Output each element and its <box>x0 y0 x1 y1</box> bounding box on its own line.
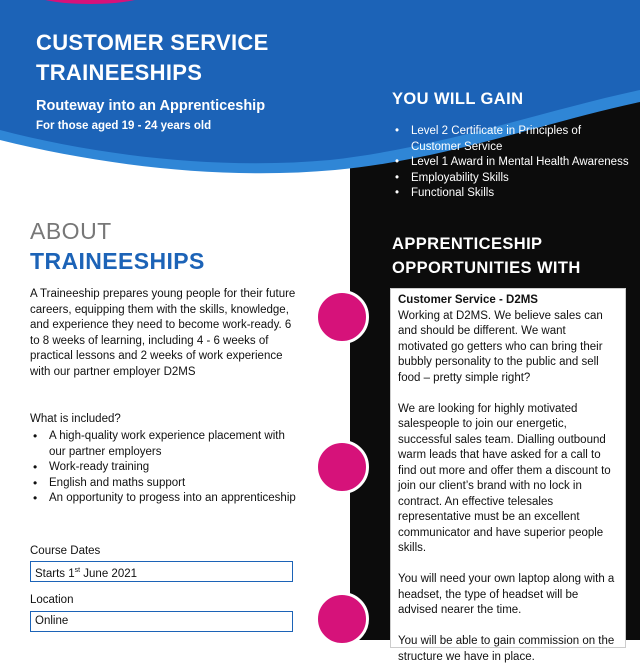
gain-list <box>393 124 633 202</box>
intro-paragraph: A Traineeship prepares young people for their future careers, equipping them with the skills, knowledge, and experience they need to become work-ready. 6 to 8 weeks of learning, including 4 - 6 weeks of practical lessons and 2 weeks of work experience with our partner employer D2MS <box>30 288 296 378</box>
list-item: • English and maths support <box>30 476 302 492</box>
about-heading: ABOUT <box>30 218 112 244</box>
job-paragraph: Working at D2MS. We believe sales can and should be different. We want motivated go getters who can bring their bubbly personality to the public and sell food – pretty simple right? <box>398 309 603 384</box>
magenta-circle-decoration <box>315 592 369 646</box>
list-item: • An opportunity to progess into an apprenticeship <box>30 491 302 507</box>
magenta-circle-decoration <box>315 290 369 344</box>
course-dates-suffix: June 2021 <box>80 567 138 580</box>
job-description-box <box>390 288 626 663</box>
list-item: • A high-quality work experience placement with our partner employers <box>30 429 302 460</box>
course-dates-prefix: Starts 1 <box>35 567 75 580</box>
apprenticeship-heading: APPRENTICESHIP OPPORTUNITIES WITH <box>392 235 581 277</box>
location-box: Online <box>30 611 293 632</box>
list-item: • Employability Skills <box>393 171 633 187</box>
page-title <box>36 28 336 88</box>
title-line-2: TRAINEESHIPS <box>36 60 203 85</box>
list-item: • Work-ready training <box>30 460 302 476</box>
you-will-gain-heading: YOU WILL GAIN <box>392 90 524 108</box>
job-paragraph: We are looking for highly motivated salespeople to join our energetic, successful sales team. Dialling outbound warm leads that have asked for a call to find out more and offer them a discount to join our client’s brand with no lock in contract. An effective telesales representative must be an excellent communicator and have superior people skills. <box>398 402 611 554</box>
location-label: Location <box>30 594 74 606</box>
included-list <box>30 429 302 507</box>
course-dates-ordinal: st <box>74 567 81 574</box>
age-range-text: For those aged 19 - 24 years old <box>36 120 212 132</box>
course-dates-label: Course Dates <box>30 545 101 557</box>
included-heading: What is included? <box>30 413 121 425</box>
traineeships-heading: TRAINEESHIPS <box>30 248 205 274</box>
job-paragraph: You will be able to gain commission on the structure we have in place. <box>398 635 615 663</box>
title-line-1: CUSTOMER SERVICE <box>36 30 269 55</box>
job-title: Customer Service - D2MS <box>398 294 538 306</box>
job-paragraph: You will need your own laptop along with a headset, the type of headset will be advised nearer the time. <box>398 573 615 616</box>
list-item: • Level 1 Award in Mental Health Awareness <box>393 155 633 171</box>
subtitle: Routeway into an Apprenticeship <box>36 98 266 114</box>
course-dates-box <box>30 561 293 582</box>
magenta-circle-decoration <box>315 440 369 494</box>
list-item: • Functional Skills <box>393 186 633 202</box>
list-item: • Level 2 Certificate in Principles of Customer Service <box>393 124 633 155</box>
